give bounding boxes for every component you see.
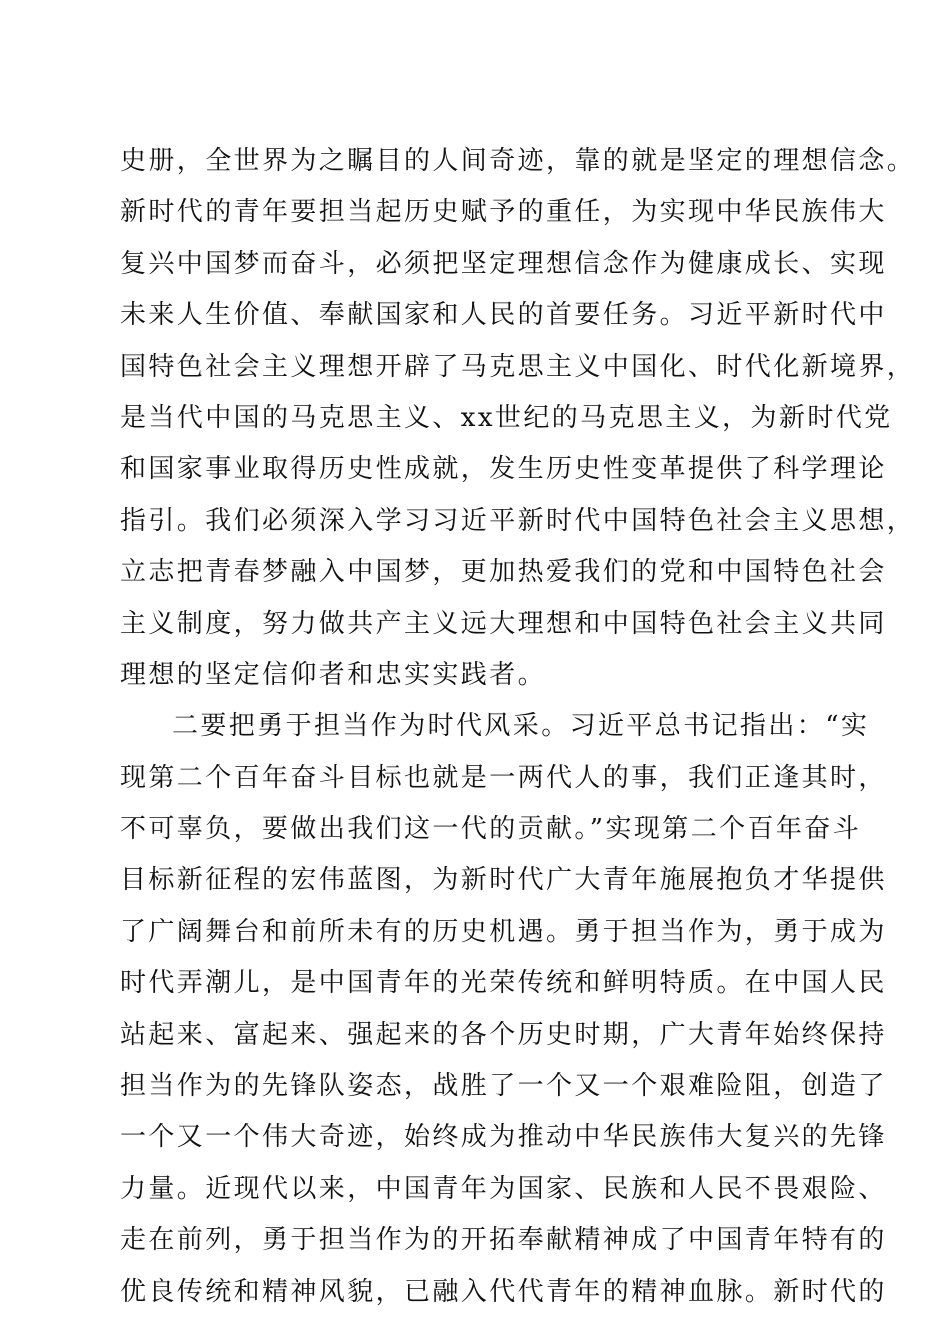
text-line: 和国家事业取得历史性成就，发生历史性变革提供了科学理论	[120, 454, 887, 485]
text-line: 立志把青春梦融入中国梦，更加热爱我们的党和中国特色社会	[120, 557, 887, 588]
body-text	[120, 136, 916, 1318]
text-line: 不可辜负，要做出我们这一代的贡献。”实现第二个百年奋斗	[120, 814, 862, 845]
text-line: 了广阔舞台和前所未有的历史机遇。勇于担当作为，勇于成为	[120, 916, 887, 947]
text-line: 时代弄潮儿，是中国青年的光荣传统和鲜明特质。在中国人民	[120, 968, 887, 999]
text-line: 理想的坚定信仰者和忠实实践者。	[120, 659, 547, 690]
text-line: 担当作为的先锋队姿态，战胜了一个又一个艰难险阻，创造了	[120, 1071, 887, 1102]
text-line: 是当代中国的马克思主义、xx世纪的马克思主义，为新时代党	[120, 402, 893, 433]
text-line: 力量。近现代以来，中国青年为国家、民族和人民不畏艰险、	[120, 1173, 887, 1204]
text-line: 史册，全世界为之瞩目的人间奇迹，靠的就是坚定的理想信念。	[120, 146, 916, 176]
text-line: 走在前列，勇于担当作为的开拓奉献精神成了中国青年特有的	[120, 1225, 887, 1256]
text-line: 未来人生价值、奉献国家和人民的首要任务。习近平新时代中	[120, 300, 887, 331]
text-line: 目标新征程的宏伟蓝图，为新时代广大青年施展抱负才华提供	[120, 865, 887, 896]
text-line: 站起来、富起来、强起来的各个历史时期，广大青年始终保持	[120, 1019, 887, 1050]
text-line: 现第二个百年奋斗目标也就是一两代人的事，我们正逢其时，	[120, 762, 887, 793]
text-line: 一个又一个伟大奇迹，始终成为推动中华民族伟大复兴的先锋	[120, 1122, 887, 1153]
text-line: 优良传统和精神风貌，已融入代代青年的精神血脉。新时代的	[120, 1276, 887, 1307]
text-line: 新时代的青年要担当起历史赋予的重任，为实现中华民族伟大	[120, 197, 887, 228]
text-line: 主义制度，努力做共产主义远大理想和中国特色社会主义共同	[120, 608, 887, 639]
text-line: 复兴中国梦而奋斗，必须把坚定理想信念作为健康成长、实现	[120, 248, 887, 279]
text-line: 国特色社会主义理想开辟了马克思主义中国化、时代化新境界，	[120, 351, 916, 382]
text-line: 指引。我们必须深入学习习近平新时代中国特色社会主义思想，	[120, 505, 916, 536]
paragraph-first-line: 二要把勇于担当作为时代风采。习近平总书记指出：“实	[172, 711, 870, 742]
